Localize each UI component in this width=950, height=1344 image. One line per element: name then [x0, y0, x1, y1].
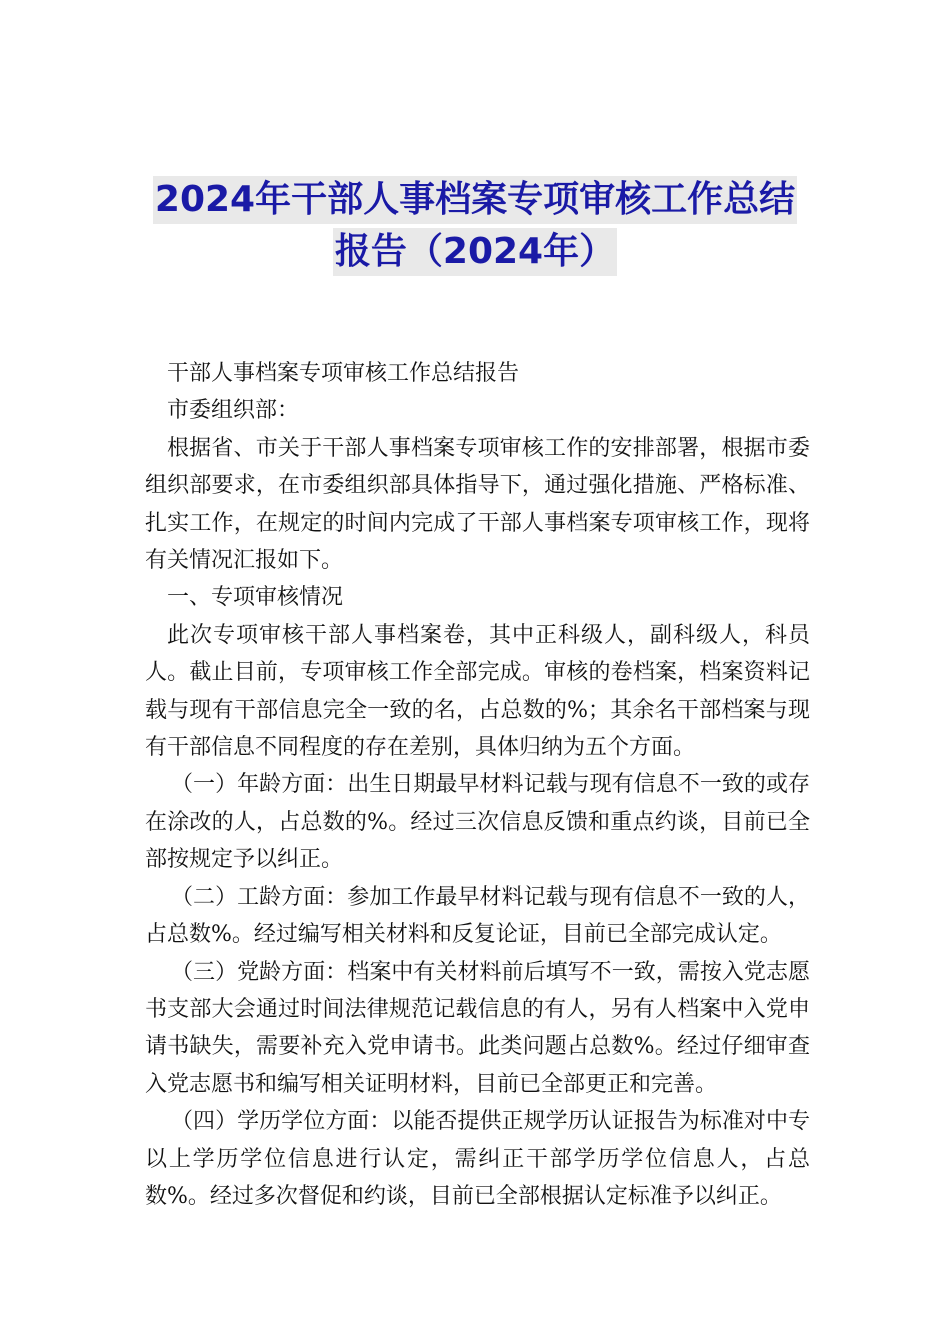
summary-paragraph: 此次专项审核干部人事档案卷，其中正科级人，副科级人，科员人。截止目前，专项审核工作全部完成。审核的卷档案，档案资料记载与现有干部信息完全一致的名，占总数的%；其余名干部档案与现有干部信息不同程度的存在差别，具体归纳为五个方面。	[145, 622, 810, 761]
document-body	[145, 355, 810, 1215]
item-party-years-paragraph: （三）党龄方面：档案中有关材料前后填写不一致，需按入党志愿书支部大会通过时间法律规范记载信息的有人，另有人档案中入党申请书缺失，需要补充入党申请书。此类问题占总数%。经过仔细审查入党志愿书和编写相关证明材料，目前已全部更正和完善。	[145, 959, 810, 1097]
item-education-paragraph: （四）学历学位方面：以能否提供正规学历认证报告为标准对中专以上学历学位信息进行认定，需纠正干部学历学位信息人，占总数%。经过多次督促和约谈，目前已全部根据认定标准予以纠正。	[145, 1109, 810, 1209]
intro-paragraph: 根据省、市关于干部人事档案专项审核工作的安排部署，根据市委组织部要求，在市委组织部具体指导下，通过强化措施、严格标准、扎实工作，在规定的时间内完成了干部人事档案专项审核工作，现将有关情况汇报如下。	[145, 435, 810, 574]
salutation: 市委组织部：	[167, 398, 300, 424]
report-heading: 干部人事档案专项审核工作总结报告	[167, 361, 520, 386]
title-line-1: 2024年干部人事档案专项审核工作总结	[153, 176, 797, 224]
section-heading: 一、专项审核情况	[167, 585, 344, 611]
title-line-2: 报告（2024年）	[333, 228, 617, 276]
document-title	[100, 176, 850, 276]
item-work-years-paragraph: （二）工龄方面：参加工作最早材料记载与现有信息不一致的人，占总数%。经过编写相关材料和反复论证，目前已全部完成认定。	[145, 884, 810, 948]
item-age-paragraph: （一）年龄方面：出生日期最早材料记载与现有信息不一致的或存在涂改的人，占总数的%。经过三次信息反馈和重点约谈，目前已全部按规定予以纠正。	[145, 772, 810, 873]
